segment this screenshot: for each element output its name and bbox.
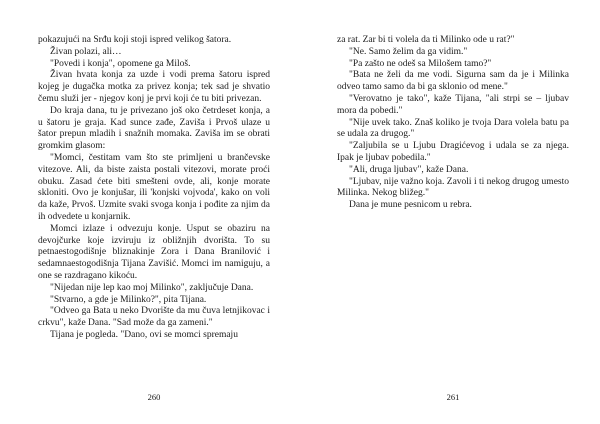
- paragraph: Živan polazi, ali…: [50, 46, 122, 57]
- paragraph: Dana je mune pesnicom u rebra.: [349, 200, 472, 211]
- paragraph: Momci izlaze i odvezuju konje. Usput se obaziru na devojčurke koje izviruju iz obližnjih dvorišta. To su petnaestogodišnje bliznakinje Zora i Dana Branilović i sedamnaestogodišnja Tijana Zavišić. Momci im namiguju, a one se razdragano kikoću.: [38, 223, 270, 281]
- paragraph: "Ljubav, nije važno koja. Zavoli i ti nekog drugog umesto Milinka. Nekog bližeg.": [337, 176, 569, 199]
- paragraph: "Povedi i konja", opomene ga Miloš.: [50, 58, 191, 69]
- paragraph: "Momci, čestitam vam što ste primljeni u brančevske vitezove. Ali, da biste zaista postali vitezovi, morate proći obuku. Zasad ćete biti smešteni ovde, ali, konje morate skloniti. Ovo je konjušar, ili 'konjski vojvoda', kako on voli da kaže, Prvoš. Uzmite svaki svoga konja i pođite za njim da ih odvedete u konjarnik.: [38, 152, 270, 222]
- paragraph: pokazujući na Srđu koji stoji ispred velikog šatora.: [38, 35, 232, 45]
- page-number-right: 261: [446, 392, 460, 402]
- paragraph: "Odveo ga Bata u neko Dvorište da mu čuva letnjikovac i crkvu", kaže Dana. "Sad može da ga zameni.": [38, 306, 270, 329]
- paragraph: "Ne. Samo želim da ga vidim.": [349, 46, 468, 57]
- paragraph: "Bata ne želi da me vodi. Sigurna sam da je i Milinka odveo tamo samo da bi ga sklonio od mene.": [337, 70, 569, 93]
- paragraph: "Nije uvek tako. Znaš koliko je tvoja Dara volela batu pa se udala za drugog.": [337, 117, 569, 140]
- paragraph: "Ali, druga ljubav", kaže Dana.: [349, 164, 469, 175]
- paragraph: Do kraja dana, tu je privezano još oko četrdeset konja, a u šatoru je graja. Kad sunce zađe, Zaviša i Prvoš ulaze u šator prepun mladih i snažnih momaka. Zaviša im se obrati gromkim glasom:: [38, 105, 270, 152]
- left-page: [38, 35, 270, 342]
- paragraph: Živan hvata konja za uzde i vodi prema šatoru ispred kojeg je dugačka motka za privez konja; tek sad je shvatio čemu služi jer - njegov konj je prvi koji će tu biti privezan.: [38, 70, 270, 104]
- paragraph: "Stvarno, a gde je Milinko?", pita Tijana.: [50, 294, 207, 305]
- paragraph: "Zaljubila se u Ljubu Dragićevog i udala se za njega. Ipak je ljubav pobedila.": [337, 141, 569, 163]
- paragraph: "Verovatno je tako", kaže Tijana, "ali strpi se – ljubav mora da pobedi.": [337, 93, 569, 116]
- right-page: [337, 35, 569, 212]
- paragraph: "Nijedan nije lep kao moj Milinko", zaključuje Dana.: [50, 282, 254, 293]
- paragraph: "Pa zašto ne odeš sa Milošem tamo?": [349, 58, 492, 69]
- page-number-left: 260: [147, 392, 161, 402]
- paragraph: za rat. Zar bi ti volela da ti Milinko ode u rat?": [337, 35, 515, 45]
- paragraph: Tijana je pogleda. "Dano, ovi se momci spremaju: [50, 329, 238, 340]
